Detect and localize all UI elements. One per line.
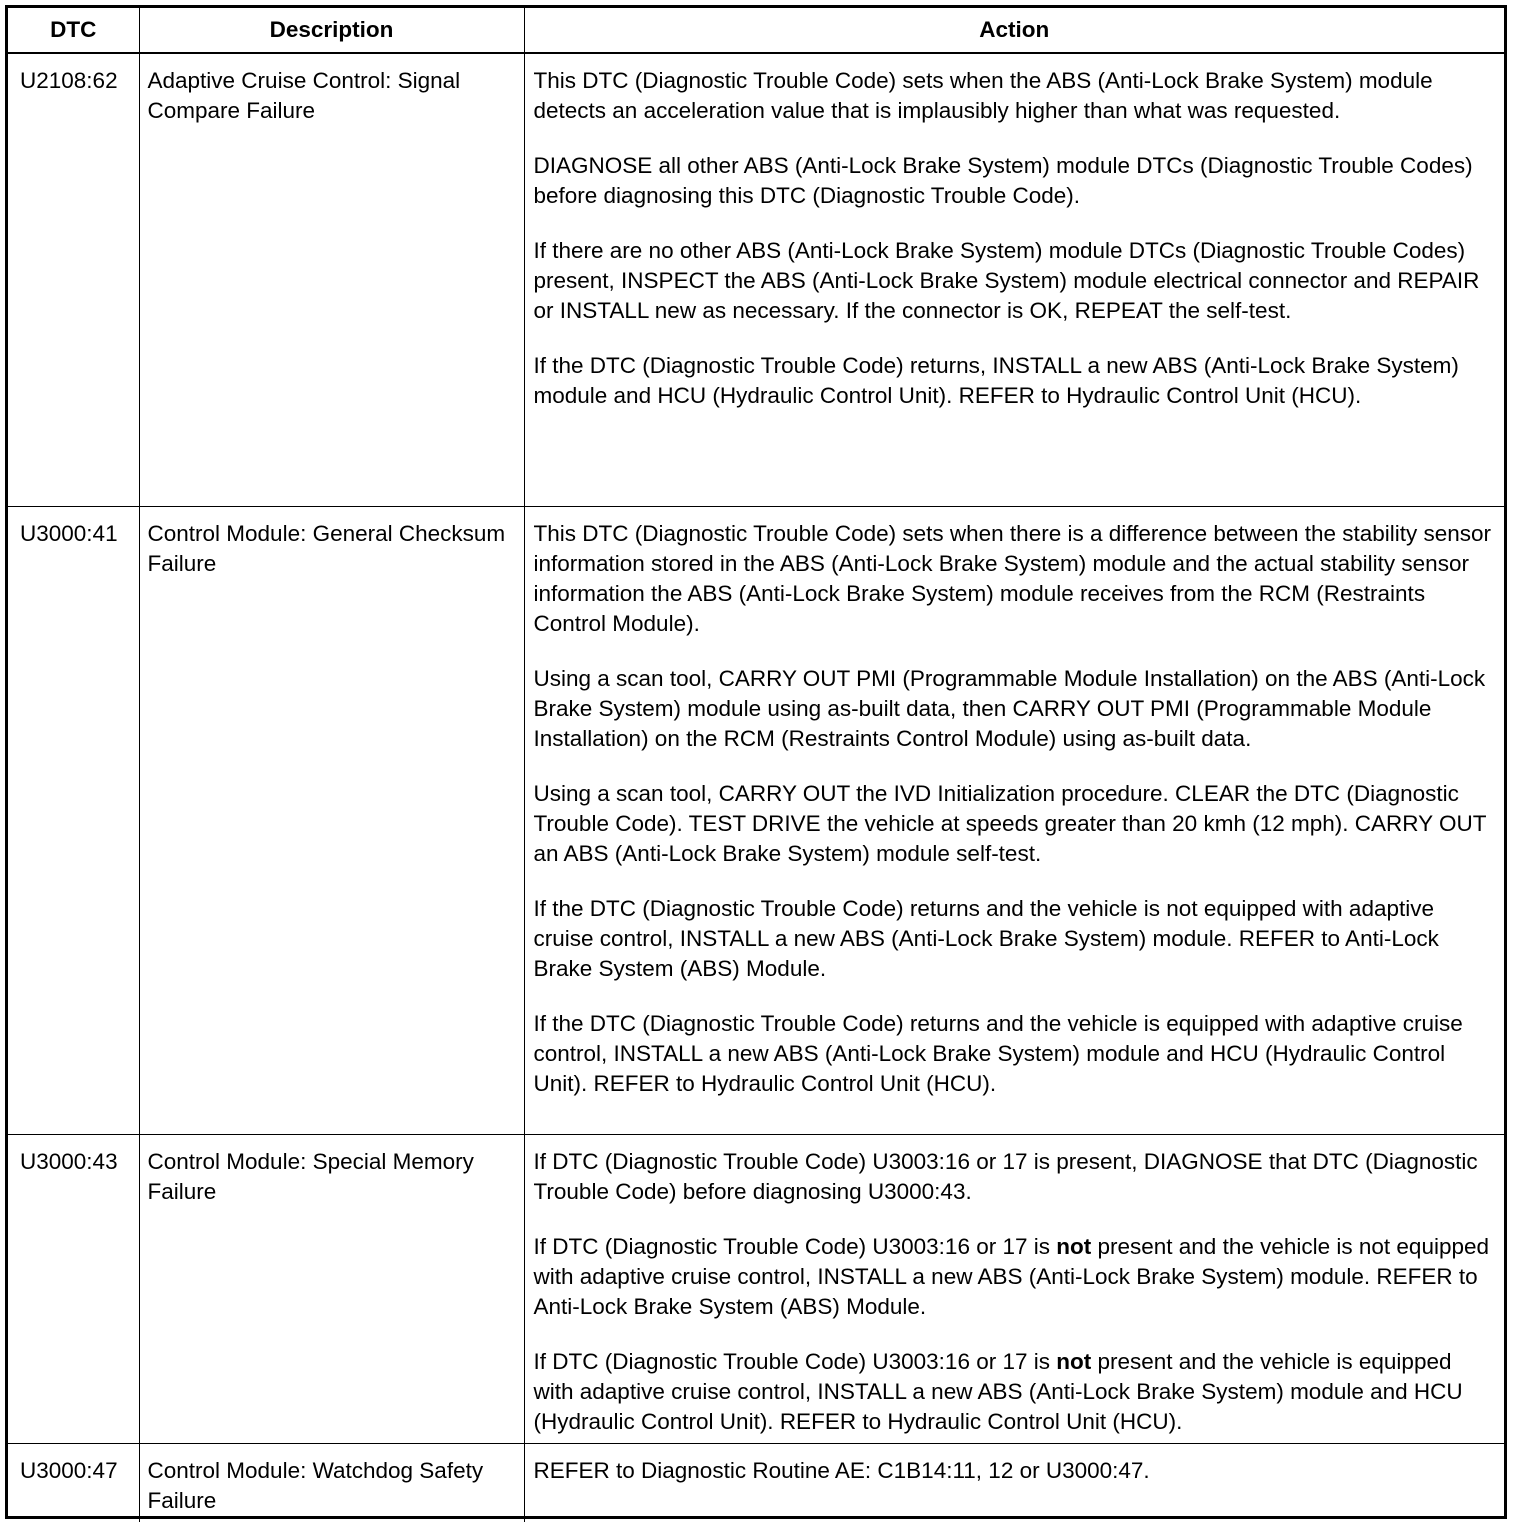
action-paragraph: If DTC (Diagnostic Trouble Code) U3003:16 or 17 is present, DIAGNOSE that DTC (Diagnostic Trouble Code) before diagnosing U3000:43. <box>533 1149 1478 1204</box>
action-paragraph: REFER to Diagnostic Routine AE: C1B14:11, 12 or U3000:47. <box>533 1458 1150 1483</box>
action-paragraph: If the DTC (Diagnostic Trouble Code) returns and the vehicle is equipped with adaptive cruise control, INSTALL a new ABS (Anti-Lock Brake System) module and HCU (Hydraulic Control Unit). REFER to Hydraulic Control Unit (HCU). <box>533 1011 1463 1096</box>
dtc-action <box>524 1135 1504 1444</box>
action-paragraph: If there are no other ABS (Anti-Lock Brake System) module DTCs (Diagnostic Trouble Codes) present, INSPECT the ABS (Anti-Lock Brake System) module electrical connector and REPAIR or INSTALL new as necessary. If the connector is OK, REPEAT the self-test. <box>533 238 1480 323</box>
dtc-description: Control Module: Special Memory Failure <box>139 1135 524 1444</box>
dtc-description: Control Module: Watchdog Safety Failure <box>139 1444 524 1523</box>
action-text: If DTC (Diagnostic Trouble Code) U3003:16 or 17 is <box>533 1234 1057 1259</box>
header-description: Description <box>139 8 524 53</box>
dtc-code: U3000:47 <box>8 1444 139 1523</box>
header-action: Action <box>524 8 1504 53</box>
dtc-table <box>8 8 1504 1522</box>
action-paragraph: DIAGNOSE all other ABS (Anti-Lock Brake System) module DTCs (Diagnostic Trouble Codes) before diagnosing this DTC (Diagnostic Trouble Code). <box>533 153 1473 208</box>
table-header-row <box>8 8 1504 53</box>
action-paragraph: If the DTC (Diagnostic Trouble Code) returns, INSTALL a new ABS (Anti-Lock Brake System) module and HCU (Hydraulic Control Unit). REFER to Hydraulic Control Unit (HCU). <box>533 353 1459 408</box>
dtc-code: U2108:62 <box>8 53 139 507</box>
action-paragraph: This DTC (Diagnostic Trouble Code) sets when there is a difference between the stability sensor information stored in the ABS (Anti-Lock Brake System) module and the actual stability sensor information the ABS (Anti-Lock Brake System) module receives from the RCM (Restraints Control Module). <box>533 521 1492 636</box>
dtc-code: U3000:43 <box>8 1135 139 1444</box>
emphasis-text: not <box>1056 1349 1092 1374</box>
table-row <box>8 1135 1504 1444</box>
table-row <box>8 53 1504 507</box>
dtc-action <box>524 507 1504 1135</box>
table-row <box>8 1444 1504 1523</box>
action-text: present and the vehicle is not equipped with adaptive cruise control, INSTALL a new ABS (Anti-Lock Brake System) module. REFER to Anti-Lock Brake System (ABS) Module. <box>533 1234 1490 1319</box>
header-dtc: DTC <box>8 8 139 53</box>
action-paragraph: Using a scan tool, CARRY OUT PMI (Programmable Module Installation) on the ABS (Anti-Lock Brake System) module using as-built data, then CARRY OUT PMI (Programmable Module Installation) on the RCM (Restraints Control Module) using as-built data. <box>533 666 1486 751</box>
emphasis-text: not <box>1056 1234 1092 1259</box>
dtc-action <box>524 53 1504 507</box>
action-paragraph <box>534 1232 1497 1322</box>
dtc-action <box>524 1444 1504 1523</box>
dtc-table-frame <box>5 5 1507 1519</box>
action-text: If DTC (Diagnostic Trouble Code) U3003:16 or 17 is <box>533 1349 1057 1374</box>
table-row <box>8 507 1504 1135</box>
action-paragraph: Using a scan tool, CARRY OUT the IVD Initialization procedure. CLEAR the DTC (Diagnostic Trouble Code). TEST DRIVE the vehicle at speeds greater than 20 kmh (12 mph). CARRY OUT an ABS (Anti-Lock Brake System) module self-test. <box>533 781 1487 866</box>
action-paragraph: If the DTC (Diagnostic Trouble Code) returns and the vehicle is not equipped with adaptive cruise control, INSTALL a new ABS (Anti-Lock Brake System) module. REFER to Anti-Lock Brake System (ABS) Module. <box>533 896 1439 981</box>
action-paragraph: This DTC (Diagnostic Trouble Code) sets when the ABS (Anti-Lock Brake System) module detects an acceleration value that is implausibly higher than what was requested. <box>533 68 1433 123</box>
action-paragraph <box>534 1347 1497 1437</box>
action-text: present and the vehicle is equipped with adaptive cruise control, INSTALL a new ABS (Anti-Lock Brake System) module and HCU (Hydraulic Control Unit). REFER to Hydraulic Control Unit (HCU). <box>533 1349 1463 1434</box>
dtc-code: U3000:41 <box>8 507 139 1135</box>
dtc-description: Control Module: General Checksum Failure <box>139 507 524 1135</box>
dtc-description: Adaptive Cruise Control: Signal Compare Failure <box>139 53 524 507</box>
